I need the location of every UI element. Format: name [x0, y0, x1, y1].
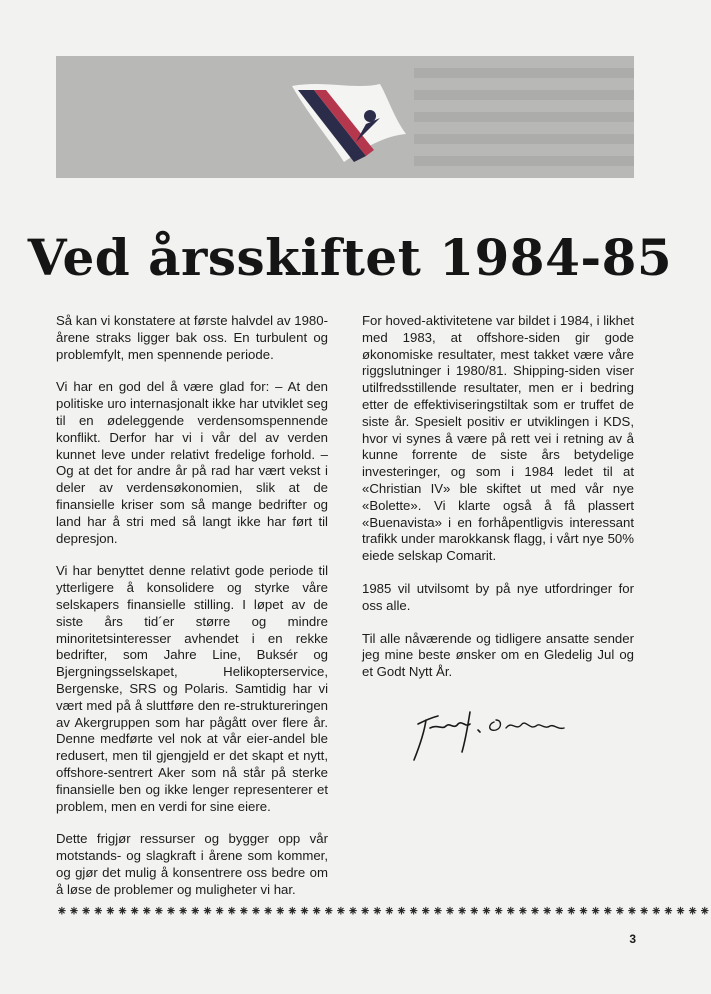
paragraph: Så kan vi konstatere at første halvdel av 1980-årene straks ligger bak oss. En turbulent og problemfylt, men spennende periode.	[56, 313, 328, 362]
paragraph: Vi har en god del å være glad for: – At den politiske uro internasjonalt ikke har utviklet seg til en ødeleggende verdensomspennende konflikt. Derfor har vi i vår del av verden kunnet leve under relativt fredelige forhold. – Og at det for andre år på rad har vært vekst i deler av verdensøkonomien, slik at de finansielle kriser som så mange bedrifter og land har å stri med så langt ikke har ført til depresjon.	[56, 379, 328, 546]
header-banner	[56, 56, 634, 178]
flag-logo-icon	[284, 78, 414, 168]
handwritten-signature	[408, 694, 588, 768]
decorative-border: ⁕⁕⁕⁕⁕⁕⁕⁕⁕⁕⁕⁕⁕⁕⁕⁕⁕⁕⁕⁕⁕⁕⁕⁕⁕⁕⁕⁕⁕⁕⁕⁕⁕⁕⁕⁕⁕⁕⁕⁕⁕⁕⁕⁕⁕⁕⁕⁕⁕⁕⁕⁕⁕⁕	[56, 904, 711, 920]
right-text-column	[362, 313, 634, 697]
paragraph: Vi har benyttet denne relativt gode periode til ytterligere å konsolidere og styrke våre selskapers finansielle stilling. I løpet av de siste års tid´er større og mindre minoritetsinteresser avhendet i en rekke bedrifter, som Jahre Line, Buksér og Bjergningsselskapet, Helikopterservice, Bergenske, SRS og Polaris. Samtidig har vi vært med på å sluttføre den re-struktureringen av Akergruppen som har pågått over flere år. Denne medførte vel nok at vår eier-andel ble redusert, men til gjengjeld er det skapt et nytt, offshore-sentrert Aker som nå står på sterke finansielle ben og ikke lenger representerer et problem, men en verdi for sine eiere.	[56, 563, 328, 814]
left-text-column	[56, 313, 328, 915]
paragraph: Dette frigjør ressurser og bygger opp vår motstands- og slagkraft i årene som kommer, og gjør det mulig å konsentrere oss bedre om å løse de problemer og muligheter vi har.	[56, 831, 328, 897]
paragraph: For hoved-aktivitetene var bildet i 1984, i likhet med 1983, at offshore-siden gir gode økonomiske resultater, mest takket være våre riggslutninger i 1980/81. Shipping-siden viser utilfredsstillende resultater, men er i bedring etter de effektiviseringstiltak som er truffet de siste år. Spesielt positiv er utviklingen i KDS, hvor vi synes å være på rett vei i retning av å kunne forrente de siste års betydelige investeringer, og som i 1984 ledet til at «Christian IV» ble skiftet ut med vår nye «Bolette». Vi klarte også å få plassert «Buenavista» i en forhåpentligvis interessant trafikk under marokkansk flagg, i vårt nye 50% eiede selskap Comarit.	[362, 313, 634, 564]
paragraph: Til alle nåværende og tidligere ansatte sender jeg mine beste ønsker om en Gledelig Jul og et Godt Nytt År.	[362, 630, 634, 680]
page-title: Ved årsskiftet 1984-85	[27, 228, 673, 287]
banner-background-texture	[414, 66, 634, 166]
page-number: 3	[629, 932, 636, 946]
paragraph: 1985 vil utvilsomt by på nye utfordringer for oss alle.	[362, 580, 634, 613]
